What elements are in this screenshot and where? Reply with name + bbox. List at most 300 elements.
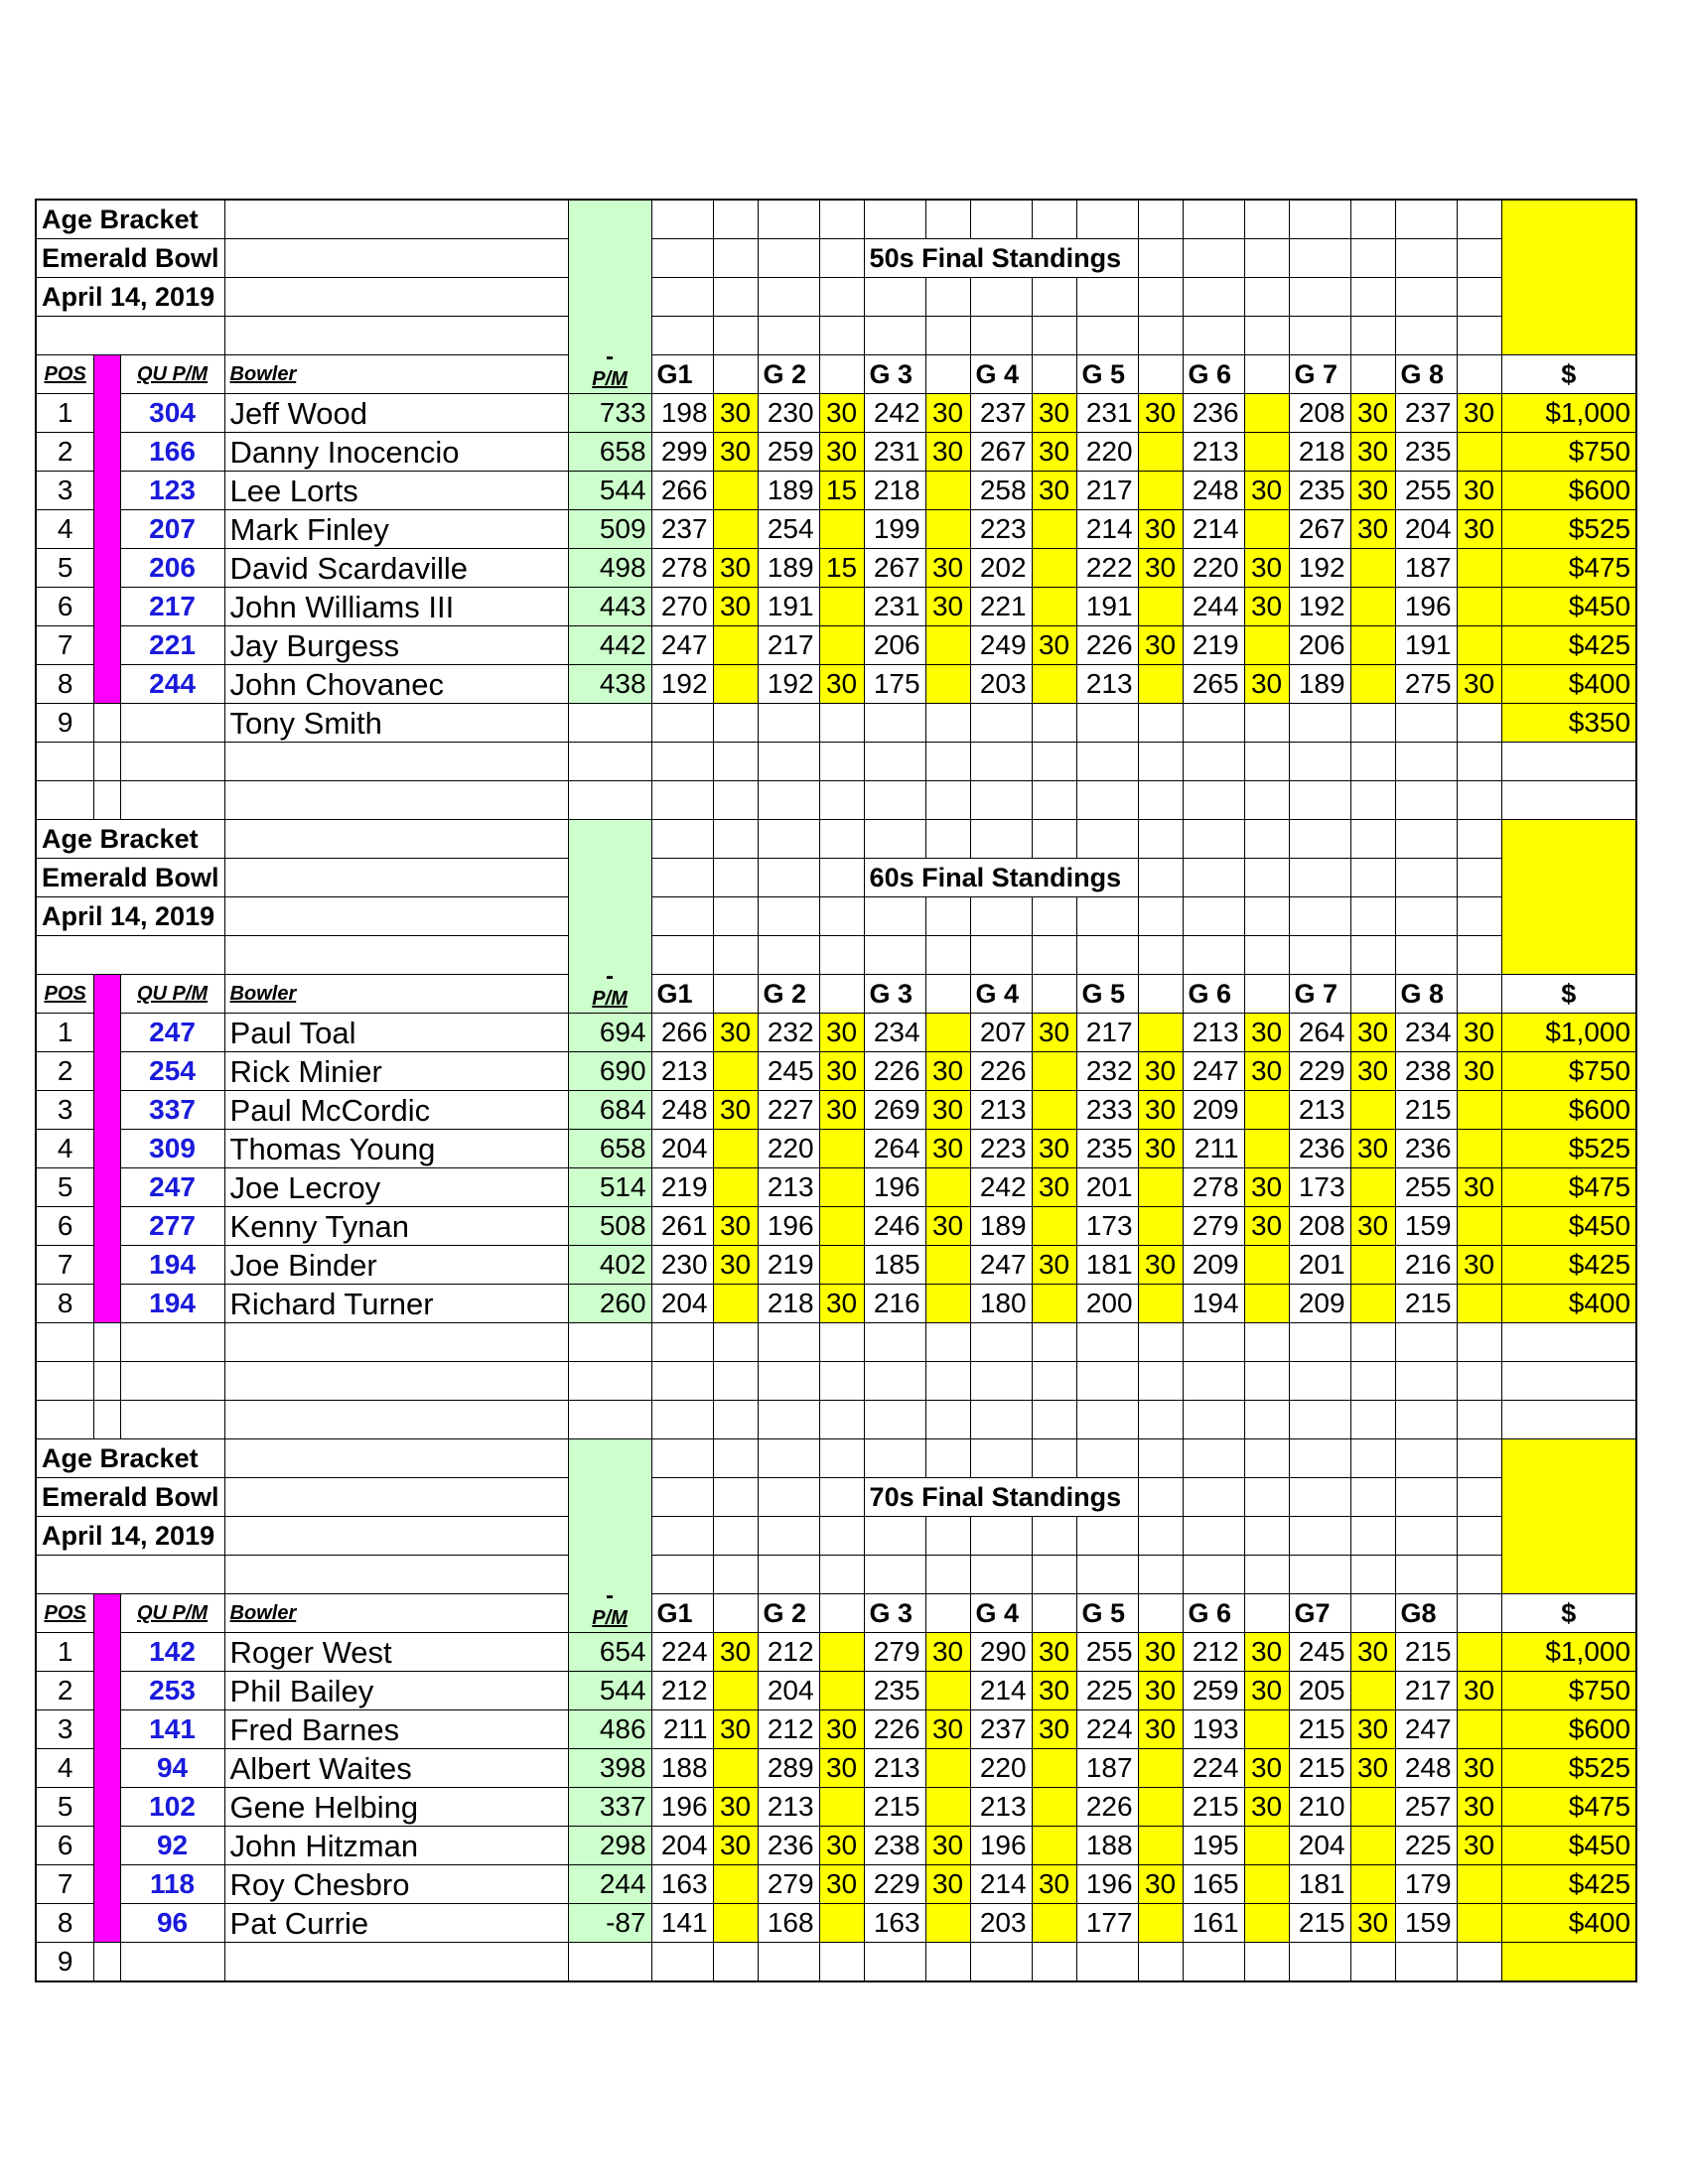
blank-cell: [1076, 278, 1138, 317]
blank-cell: [120, 781, 224, 820]
blank-cell: [1138, 1517, 1183, 1556]
game-bonus: 30: [925, 1207, 970, 1246]
game-bonus: [1138, 1749, 1183, 1788]
game-header: G 5: [1076, 975, 1138, 1014]
game-score: 173: [1289, 1168, 1350, 1207]
game-score: 220: [1076, 433, 1138, 472]
game-score: 163: [651, 1865, 713, 1904]
game-score: 244: [1183, 588, 1244, 626]
game-bonus: [1350, 1168, 1395, 1207]
bonus-header: [1032, 1594, 1076, 1633]
game-score: 187: [1076, 1749, 1138, 1788]
bonus-header: [1244, 975, 1289, 1014]
game-bonus: [1244, 510, 1289, 549]
game-score: 257: [1395, 1788, 1457, 1827]
game-score: 290: [970, 1633, 1032, 1672]
game-bonus: [1350, 1865, 1395, 1904]
game-header: G1: [651, 975, 713, 1014]
game-score: 189: [970, 1207, 1032, 1246]
pm-value: 398: [568, 1749, 651, 1788]
pm-value: 654: [568, 1633, 651, 1672]
bonus-header: [1457, 1594, 1501, 1633]
spacer-row: [36, 1556, 1636, 1594]
bonus-header: [819, 355, 864, 394]
blank-cell: [758, 936, 819, 975]
blank-cell: [713, 1401, 758, 1439]
game-bonus: 15: [819, 549, 864, 588]
qu-pm-value: 221: [120, 626, 224, 665]
blank-cell: [925, 936, 970, 975]
game-bonus: 30: [1244, 472, 1289, 510]
blank-cell: [36, 1362, 94, 1401]
blank-cell: [864, 704, 925, 743]
game-bonus: 30: [713, 1710, 758, 1749]
blank-cell: [1032, 278, 1076, 317]
blank-cell: [1289, 1323, 1350, 1362]
blank-cell: [864, 897, 925, 936]
pm-value: 508: [568, 1207, 651, 1246]
blank-cell: [1350, 1943, 1395, 1982]
blank-cell: [970, 1362, 1032, 1401]
blank-cell: [819, 820, 864, 859]
pos-header: POS: [36, 1594, 94, 1633]
game-score: 264: [864, 1130, 925, 1168]
game-bonus: [819, 1207, 864, 1246]
blank-cell: [224, 781, 568, 820]
game-bonus: [1244, 1710, 1289, 1749]
game-bonus: 30: [1457, 1672, 1501, 1710]
blank-cell: [36, 317, 224, 355]
blank-cell: [651, 200, 713, 239]
pm-value: 690: [568, 1052, 651, 1091]
pm-value: 514: [568, 1168, 651, 1207]
bowler-row: [36, 1207, 1636, 1246]
bowler-row: [36, 588, 1636, 626]
pm-header: P/M: [592, 368, 628, 390]
payout-value: $750: [1501, 1052, 1636, 1091]
game-score: 259: [758, 433, 819, 472]
blank-cell: [758, 820, 819, 859]
blank-cell: [1183, 936, 1244, 975]
blank-cell: [94, 781, 120, 820]
qu-pm-value: 123: [120, 472, 224, 510]
game-score: 159: [1395, 1904, 1457, 1943]
payout-value: $450: [1501, 1207, 1636, 1246]
blank-cell: [1032, 1517, 1076, 1556]
game-bonus: 30: [1457, 1788, 1501, 1827]
game-score: 202: [970, 549, 1032, 588]
blank-cell: [224, 1478, 568, 1517]
game-bonus: 30: [1032, 472, 1076, 510]
bowler-name: Roger West: [224, 1633, 568, 1672]
game-score: 226: [864, 1710, 925, 1749]
payout-value: $400: [1501, 665, 1636, 704]
blank-cell: [970, 1439, 1032, 1478]
blank-cell: [925, 1439, 970, 1478]
blank-cell: [651, 743, 713, 781]
game-score: 215: [1289, 1904, 1350, 1943]
blank-cell: [1138, 743, 1183, 781]
blank-cell: [1289, 1401, 1350, 1439]
pm-value: -87: [568, 1904, 651, 1943]
venue-label: Emerald Bowl: [36, 859, 224, 897]
blank-cell: [1350, 1439, 1395, 1478]
bonus-header: [713, 1594, 758, 1633]
bowler-row: [36, 1827, 1636, 1865]
game-bonus: [925, 510, 970, 549]
pos-value: 4: [36, 1130, 94, 1168]
game-score: 265: [1183, 665, 1244, 704]
game-bonus: [819, 588, 864, 626]
blank-cell: [970, 1556, 1032, 1594]
game-bonus: [713, 1865, 758, 1904]
game-score: 215: [1289, 1710, 1350, 1749]
bonus-header: [1350, 355, 1395, 394]
game-bonus: 30: [925, 1130, 970, 1168]
game-bonus: 30: [1350, 472, 1395, 510]
game-bonus: 30: [1350, 1710, 1395, 1749]
blank-cell: [1244, 897, 1289, 936]
blank-cell: [970, 781, 1032, 820]
blank-cell: [713, 936, 758, 975]
blank-cell: [1183, 200, 1244, 239]
blank-cell: [864, 1943, 925, 1982]
blank-cell: [758, 743, 819, 781]
game-bonus: [1457, 588, 1501, 626]
game-score: 192: [1289, 549, 1350, 588]
game-score: 226: [864, 1052, 925, 1091]
game-bonus: 30: [819, 1865, 864, 1904]
blank-cell: [1183, 1439, 1244, 1478]
game-bonus: [1350, 1285, 1395, 1323]
payout-header-block: [1501, 820, 1636, 975]
game-bonus: 30: [1138, 626, 1183, 665]
game-score: 191: [758, 588, 819, 626]
game-score: 245: [758, 1052, 819, 1091]
blank-cell: [1457, 743, 1501, 781]
game-bonus: 30: [1138, 1246, 1183, 1285]
blank-cell: [713, 859, 758, 897]
game-score: 255: [1395, 1168, 1457, 1207]
payout-value: $600: [1501, 1710, 1636, 1749]
blank-cell: [1183, 1556, 1244, 1594]
game-bonus: [819, 1246, 864, 1285]
game-bonus: [1032, 1091, 1076, 1130]
game-bonus: [1138, 1014, 1183, 1052]
blank-cell: [925, 1943, 970, 1982]
blank-cell: [224, 859, 568, 897]
game-bonus: [1032, 1052, 1076, 1091]
blank-cell: [864, 743, 925, 781]
game-bonus: [1457, 1904, 1501, 1943]
game-score: 234: [864, 1014, 925, 1052]
pm-header-block: [568, 200, 651, 394]
age-bracket-label: Age Bracket: [36, 200, 224, 239]
game-header: G 2: [758, 1594, 819, 1633]
pos-value: 9: [36, 704, 94, 743]
blank-cell: [758, 781, 819, 820]
blank-cell: [1350, 278, 1395, 317]
blank-cell: [1501, 781, 1636, 820]
game-bonus: [1138, 1788, 1183, 1827]
blank-cell: [1244, 781, 1289, 820]
bowler-row: [36, 665, 1636, 704]
game-score: 204: [651, 1827, 713, 1865]
game-score: 236: [758, 1827, 819, 1865]
blank-cell: [713, 704, 758, 743]
game-bonus: 30: [925, 1710, 970, 1749]
game-score: 204: [758, 1672, 819, 1710]
pm-dash: -: [606, 963, 615, 990]
game-score: 215: [864, 1788, 925, 1827]
pos-value: 7: [36, 1246, 94, 1285]
game-score: 237: [970, 394, 1032, 433]
blank-cell: [651, 1362, 713, 1401]
game-bonus: 30: [1032, 626, 1076, 665]
blank-cell: [819, 1362, 864, 1401]
game-bonus: [1457, 1207, 1501, 1246]
blank-cell: [1183, 704, 1244, 743]
blank-cell: [224, 1401, 568, 1439]
game-bonus: 30: [1032, 394, 1076, 433]
game-score: 224: [1076, 1710, 1138, 1749]
blank-cell: [224, 278, 568, 317]
pos-value: 5: [36, 1168, 94, 1207]
blank-cell: [224, 820, 568, 859]
blank-cell: [1183, 1401, 1244, 1439]
bowler-name: Fred Barnes: [224, 1710, 568, 1749]
blank-cell: [120, 1943, 224, 1982]
blank-cell: [1350, 743, 1395, 781]
game-bonus: 30: [1350, 1052, 1395, 1091]
blank-cell: [1350, 239, 1395, 278]
blank-cell: [1457, 1517, 1501, 1556]
game-score: 235: [864, 1672, 925, 1710]
bracket-title-row: [36, 897, 1636, 936]
blank-cell: [925, 1401, 970, 1439]
pos-header: POS: [36, 355, 94, 394]
blank-cell: [1138, 1556, 1183, 1594]
qu-pm-value: 141: [120, 1710, 224, 1749]
blank-cell: [1138, 1439, 1183, 1478]
blank-cell: [1457, 1556, 1501, 1594]
game-bonus: [819, 626, 864, 665]
game-bonus: [1350, 549, 1395, 588]
bowler-row: [36, 1052, 1636, 1091]
game-score: 210: [1289, 1788, 1350, 1827]
blank-cell: [1395, 278, 1457, 317]
blank-cell: [120, 743, 224, 781]
blank-cell: [1032, 1401, 1076, 1439]
blank-cell: [1457, 704, 1501, 743]
blank-cell: [1138, 1943, 1183, 1982]
blank-cell: [1395, 936, 1457, 975]
game-score: 196: [1395, 588, 1457, 626]
qu-pm-value: 96: [120, 1904, 224, 1943]
game-bonus: [713, 1052, 758, 1091]
qu-pm-header: QU P/M: [120, 355, 224, 394]
blank-cell: [36, 1323, 94, 1362]
game-bonus: [1138, 472, 1183, 510]
payout-value: $750: [1501, 1672, 1636, 1710]
blank-cell: [120, 704, 224, 743]
pos-value: 4: [36, 510, 94, 549]
blank-cell: [1501, 743, 1636, 781]
blank-cell: [758, 859, 819, 897]
payout-value: $425: [1501, 1865, 1636, 1904]
blank-cell: [758, 704, 819, 743]
game-score: 219: [651, 1168, 713, 1207]
game-score: 193: [1183, 1710, 1244, 1749]
pm-value: 443: [568, 588, 651, 626]
blank-cell: [1395, 1362, 1457, 1401]
game-header: G 4: [970, 975, 1032, 1014]
game-bonus: 30: [1032, 1633, 1076, 1672]
blank-cell: [970, 317, 1032, 355]
game-score: 192: [758, 665, 819, 704]
game-score: 181: [1076, 1246, 1138, 1285]
game-score: 236: [1395, 1130, 1457, 1168]
bracket-title-row: [36, 1478, 1636, 1517]
blank-cell: [651, 1517, 713, 1556]
blank-cell: [1076, 1556, 1138, 1594]
pm-header: P/M: [592, 988, 628, 1010]
game-header: G1: [651, 355, 713, 394]
game-bonus: [1138, 433, 1183, 472]
game-bonus: [1032, 1827, 1076, 1865]
game-score: 213: [970, 1091, 1032, 1130]
game-score: 191: [1076, 588, 1138, 626]
payout-value: $475: [1501, 549, 1636, 588]
blank-cell: [758, 1478, 819, 1517]
game-score: 189: [758, 549, 819, 588]
game-bonus: [1350, 1827, 1395, 1865]
game-score: 259: [1183, 1672, 1244, 1710]
qu-pm-header: QU P/M: [120, 1594, 224, 1633]
pm-value: 733: [568, 394, 651, 433]
game-bonus: 30: [1244, 1052, 1289, 1091]
game-bonus: 30: [1350, 1014, 1395, 1052]
game-score: 209: [1289, 1285, 1350, 1323]
blank-cell: [651, 936, 713, 975]
bowler-row: [36, 394, 1636, 433]
game-score: 231: [1076, 394, 1138, 433]
game-bonus: [1244, 1130, 1289, 1168]
blank-cell: [864, 317, 925, 355]
bowler-name: Paul McCordic: [224, 1091, 568, 1130]
game-score: 173: [1076, 1207, 1138, 1246]
pm-value: 438: [568, 665, 651, 704]
blank-cell: [819, 200, 864, 239]
blank-cell: [651, 820, 713, 859]
blank-cell: [1457, 317, 1501, 355]
game-bonus: 30: [1350, 1749, 1395, 1788]
game-bonus: 30: [925, 433, 970, 472]
game-bonus: 30: [925, 1865, 970, 1904]
standings-title: 70s Final Standings: [864, 1478, 1138, 1517]
blank-cell: [224, 1323, 568, 1362]
payout-value: $350: [1501, 704, 1636, 743]
blank-cell: [1076, 781, 1138, 820]
game-bonus: [1032, 665, 1076, 704]
game-score: 191: [1395, 626, 1457, 665]
bowler-name: Joe Binder: [224, 1246, 568, 1285]
blank-cell: [925, 820, 970, 859]
blank-cell: [1183, 743, 1244, 781]
game-score: 195: [1183, 1827, 1244, 1865]
game-score: 213: [1183, 1014, 1244, 1052]
blank-cell: [819, 1401, 864, 1439]
venue-label: Emerald Bowl: [36, 1478, 224, 1517]
game-bonus: 30: [925, 588, 970, 626]
game-score: 175: [864, 665, 925, 704]
blank-cell: [713, 897, 758, 936]
blank-cell: [1183, 859, 1244, 897]
game-score: 209: [1183, 1091, 1244, 1130]
pm-value: 684: [568, 1091, 651, 1130]
game-bonus: 30: [713, 1246, 758, 1285]
blank-cell: [925, 1556, 970, 1594]
game-bonus: [713, 1749, 758, 1788]
game-score: 229: [1289, 1052, 1350, 1091]
blank-cell: [1076, 1362, 1138, 1401]
blank-cell: [224, 1556, 568, 1594]
blank-cell: [819, 1556, 864, 1594]
game-bonus: 30: [1032, 1865, 1076, 1904]
blank-cell: [864, 781, 925, 820]
game-score: 246: [864, 1207, 925, 1246]
blank-cell: [1395, 1439, 1457, 1478]
game-score: 235: [1076, 1130, 1138, 1168]
blank-cell: [1032, 781, 1076, 820]
pm-value: 544: [568, 1672, 651, 1710]
game-bonus: [713, 626, 758, 665]
game-bonus: 30: [1032, 1672, 1076, 1710]
game-bonus: 30: [1457, 1246, 1501, 1285]
pos-value: 7: [36, 626, 94, 665]
game-bonus: 30: [1457, 1749, 1501, 1788]
pm-value: 298: [568, 1827, 651, 1865]
blank-cell: [1244, 317, 1289, 355]
game-score: 247: [1395, 1710, 1457, 1749]
game-score: 212: [651, 1672, 713, 1710]
game-bonus: 30: [1457, 1168, 1501, 1207]
bowler-row: [36, 1633, 1636, 1672]
game-bonus: 30: [1244, 1014, 1289, 1052]
game-bonus: 30: [713, 1788, 758, 1827]
game-bonus: 30: [713, 588, 758, 626]
game-bonus: 30: [713, 394, 758, 433]
blank-cell: [1289, 1943, 1350, 1982]
bowler-name: Roy Chesbro: [224, 1865, 568, 1904]
blank-cell: [1457, 859, 1501, 897]
blank-cell: [1032, 1556, 1076, 1594]
game-bonus: [1350, 588, 1395, 626]
game-bonus: 30: [1138, 549, 1183, 588]
game-bonus: [819, 1904, 864, 1943]
blank-cell: [1289, 1439, 1350, 1478]
payout-value: $475: [1501, 1788, 1636, 1827]
blank-cell: [1395, 1401, 1457, 1439]
payout-header: $: [1501, 355, 1636, 394]
game-header: G 5: [1076, 1594, 1138, 1633]
game-bonus: [1457, 433, 1501, 472]
blank-cell: [1183, 1517, 1244, 1556]
game-bonus: [1138, 665, 1183, 704]
game-header: G 2: [758, 975, 819, 1014]
blank-cell: [713, 1478, 758, 1517]
payout-header: $: [1501, 1594, 1636, 1633]
